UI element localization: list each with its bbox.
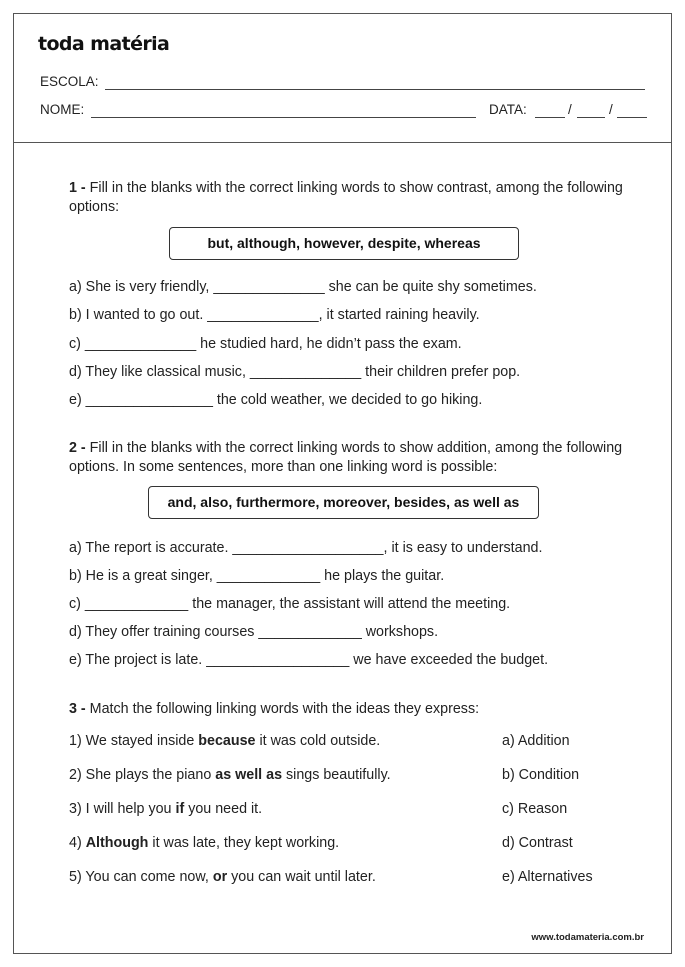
- linking-word: if: [175, 801, 185, 817]
- question-number: 3 -: [69, 701, 86, 717]
- name-label: NOME:: [40, 102, 85, 117]
- sentence-text: you need it.: [184, 801, 263, 817]
- school-label: ESCOLA:: [40, 74, 99, 89]
- sentence-text: 5) You can come now,: [69, 869, 213, 885]
- question-2-item-d: d) They offer training courses _____________ workshops.: [69, 624, 439, 640]
- school-field: [40, 74, 645, 94]
- name-input-line[interactable]: [91, 117, 476, 118]
- date-month-line[interactable]: [577, 117, 605, 118]
- linking-word: as well as: [215, 767, 283, 783]
- question-2-item-a: a) The report is accurate. ___________________, it is easy to understand.: [69, 540, 543, 556]
- date-label: DATA:: [489, 102, 527, 117]
- question-3-sentence-5: [69, 869, 376, 885]
- question-1-item-e: e) ________________ the cold weather, we decided to go hiking.: [69, 392, 483, 408]
- sentence-text: it was late, they kept working.: [148, 835, 340, 851]
- question-text: Match the following linking words with the ideas they express:: [89, 701, 480, 717]
- question-3-sentence-3: [69, 801, 262, 817]
- question-3-sentence-4: [69, 835, 339, 851]
- header-divider: [14, 142, 671, 143]
- question-3-answer-c: c) Reason: [502, 801, 568, 817]
- question-1-item-a: a) She is very friendly, ______________ she can be quite shy sometimes.: [69, 279, 537, 295]
- question-1-item-b: b) I wanted to go out. ______________, it started raining heavily.: [69, 307, 480, 323]
- question-number: 2 -: [69, 440, 86, 456]
- question-3-answer-a: a) Addition: [502, 733, 570, 749]
- sentence-text: 1) We stayed inside: [69, 733, 199, 749]
- sentence-text: sings beautifully.: [282, 767, 391, 783]
- question-1-item-c: c) ______________ he studied hard, he didn’t pass the exam.: [69, 336, 462, 352]
- question-1-options-box: but, although, however, despite, whereas: [169, 227, 519, 260]
- school-input-line[interactable]: [105, 89, 645, 90]
- question-3-sentence-1: [69, 733, 380, 749]
- sentence-text: you can wait until later.: [227, 869, 376, 885]
- question-2-prompt: [69, 439, 629, 477]
- date-separator: /: [568, 102, 572, 117]
- question-1-item-d: d) They like classical music, ______________ their children prefer pop.: [69, 364, 521, 380]
- sentence-text: 3) I will help you: [69, 801, 176, 817]
- linking-word: Although: [85, 835, 149, 851]
- sentence-text: 2) She plays the piano: [69, 767, 216, 783]
- question-3-answer-e: e) Alternatives: [502, 869, 593, 885]
- question-text: Fill in the blanks with the correct linking words to show addition, among the following options. In some sentences, more than one linking word is possible:: [69, 440, 623, 475]
- question-number: 1 -: [69, 180, 86, 196]
- linking-word: or: [212, 869, 228, 885]
- brand-logo: toda matéria: [38, 33, 170, 55]
- question-2-options-box: and, also, furthermore, moreover, besides, as well as: [148, 486, 539, 519]
- question-2-item-c: c) _____________ the manager, the assistant will attend the meeting.: [69, 596, 511, 612]
- question-text: Fill in the blanks with the correct linking words to show contrast, among the following options:: [69, 180, 623, 215]
- name-date-field: [40, 102, 645, 122]
- date-separator: /: [609, 102, 613, 117]
- question-3-prompt: [69, 700, 629, 719]
- sentence-text: it was cold outside.: [255, 733, 381, 749]
- linking-word: because: [198, 733, 256, 749]
- sentence-text: 4): [69, 835, 86, 851]
- worksheet: [13, 13, 672, 954]
- question-2-item-e: e) The project is late. __________________ we have exceeded the budget.: [69, 652, 549, 668]
- question-3-answer-b: b) Condition: [502, 767, 580, 783]
- date-year-line[interactable]: [617, 117, 647, 118]
- website-link[interactable]: www.todamateria.com.br: [531, 932, 644, 943]
- date-day-line[interactable]: [535, 117, 565, 118]
- question-3-sentence-2: [69, 767, 391, 783]
- question-3-answer-d: d) Contrast: [502, 835, 573, 851]
- question-2-item-b: b) He is a great singer, _____________ he plays the guitar.: [69, 568, 445, 584]
- question-1-prompt: [69, 179, 629, 217]
